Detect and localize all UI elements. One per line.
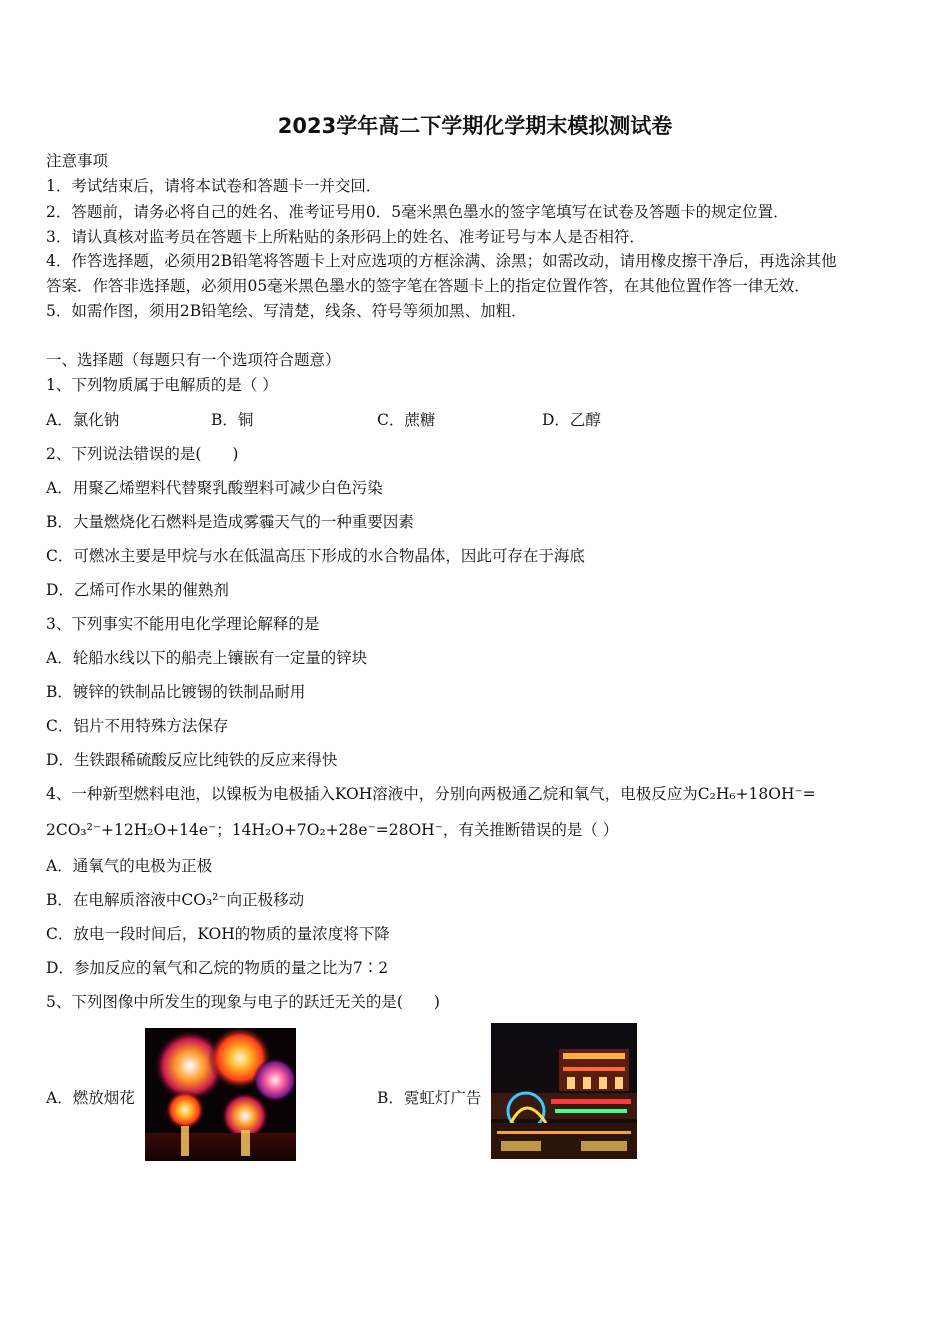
q2-option-b: B．大量燃烧化石燃料是造成雾霾天气的一种重要因素 xyxy=(46,513,414,531)
q1-option-b: B．铜 xyxy=(211,411,254,429)
question-5-stem: 5、下列图像中所发生的现象与电子的跃迁无关的是( ) xyxy=(46,993,440,1011)
q4-option-a: A．通氧气的电极为正极 xyxy=(46,857,213,875)
q4-option-c: C．放电一段时间后，KOH的物质的量浓度将下降 xyxy=(46,925,390,943)
question-4-stem-line2: 2CO₃²⁻+12H₂O+14e⁻；14H₂O+7O₂+28e⁻=28OH⁻，有关推断错误的是（ ） xyxy=(46,821,619,839)
fireworks-photo xyxy=(145,1028,296,1161)
question-3-stem: 3、下列事实不能用电化学理论解释的是 xyxy=(46,615,320,633)
notice-item: 答案．作答非选择题，必须用05毫米黑色墨水的签字笔在答题卡上的指定位置作答，在其他位置作答一律无效． xyxy=(46,277,810,295)
q2-option-c: C．可燃冰主要是甲烷与水在低温高压下形成的水合物晶体，因此可存在于海底 xyxy=(46,547,585,565)
notice-item: 4．作答选择题，必须用2B铅笔将答题卡上对应选项的方框涂满、涂黑；如需改动，请用橡皮擦干净后，再选涂其他 xyxy=(46,252,837,270)
q3-option-c: C．铝片不用特殊方法保存 xyxy=(46,717,229,735)
q5-option-b: B．霓虹灯广告 xyxy=(377,1089,482,1107)
q4-option-d: D．参加反应的氧气和乙烷的物质的量之比为7∶2 xyxy=(46,959,389,977)
q3-option-b: B．镀锌的铁制品比镀锡的铁制品耐用 xyxy=(46,683,306,701)
q1-option-d: D．乙醇 xyxy=(542,411,601,429)
question-1-stem: 1、下列物质属于电解质的是（ ） xyxy=(46,376,278,394)
q1-option-a: A．氯化钠 xyxy=(46,411,120,429)
page-title: 2023学年高二下学期化学期末模拟测试卷 xyxy=(277,114,673,138)
question-4-stem-line1: 4、一种新型燃料电池，以镍板为电极插入KOH溶液中，分别向两极通乙烷和氧气，电极反应为C₂H₆+18OH⁻= xyxy=(46,785,816,803)
section-heading: 一、选择题（每题只有一个选项符合题意） xyxy=(46,351,341,369)
q2-option-a: A．用聚乙烯塑料代替聚乳酸塑料可减少白色污染 xyxy=(46,479,383,497)
notice-item: 5．如需作图，须用2B铅笔绘、写清楚，线条、符号等须加黑、加粗． xyxy=(46,302,527,320)
notice-heading: 注意事项 xyxy=(46,152,109,170)
q2-option-d: D．乙烯可作水果的催熟剂 xyxy=(46,581,229,599)
q4-option-b: B．在电解质溶液中CO₃²⁻向正极移动 xyxy=(46,891,305,909)
q1-option-c: C．蔗糖 xyxy=(377,411,436,429)
notice-item: 1．考试结束后，请将本试卷和答题卡一并交回． xyxy=(46,177,382,195)
notice-item: 2．答题前，请务必将自己的姓名、准考证号用0．5毫米黑色墨水的签字笔填写在试卷及答题卡的规定位置． xyxy=(46,203,789,221)
q5-option-a: A．燃放烟花 xyxy=(46,1089,135,1107)
question-2-stem: 2、下列说法错误的是( ) xyxy=(46,445,239,463)
q3-option-a: A．轮船水线以下的船壳上镶嵌有一定量的锌块 xyxy=(46,649,368,667)
q3-option-d: D．生铁跟稀硫酸反应比纯铁的反应来得快 xyxy=(46,751,338,769)
notice-item: 3．请认真核对监考员在答题卡上所粘贴的条形码上的姓名、准考证号与本人是否相符． xyxy=(46,228,645,246)
neon-sign-photo xyxy=(491,1023,637,1159)
